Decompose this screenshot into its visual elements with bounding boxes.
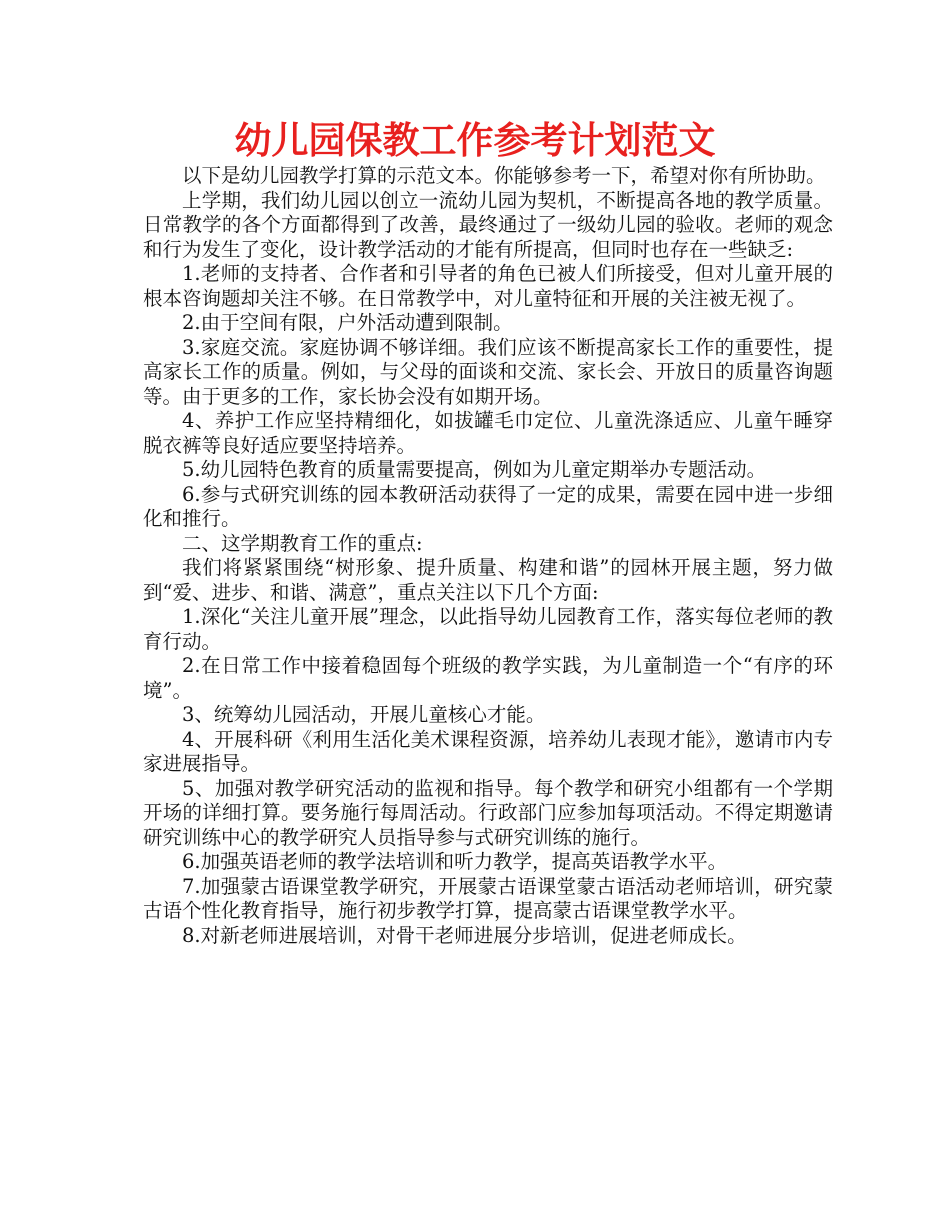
document-title: 幼儿园保教工作参考计划范文 bbox=[234, 119, 716, 162]
paragraph-focus-3: 3、统筹幼儿园活动，开展儿童核心才能。 bbox=[182, 703, 546, 726]
document-body bbox=[143, 164, 833, 948]
paragraph-focus-4: 4、开展科研《利用生活化美术课程资源，培养幼儿表现才能》，邀请市内专家进展指导。 bbox=[143, 727, 833, 775]
paragraph-focus-1: 1.深化“关注儿童开展”理念，以此指导幼儿园教育工作，落实每位老师的教育行动。 bbox=[143, 605, 833, 653]
paragraph-last-term-summary: 上学期，我们幼儿园以创立一流幼儿园为契机，不断提高各地的教学质量。日常教学的各个方面都得到了改善，最终通过了一级幼儿园的验收。老师的观念和行为发生了变化，设计教学活动的才能有所提高，但同时也存在一些缺乏: bbox=[143, 188, 833, 261]
paragraph-issue-4: 4、养护工作应坚持精细化，如拔罐毛巾定位、儿童洗涤适应、儿童午睡穿脱衣裤等良好适应要坚持培养。 bbox=[143, 409, 833, 457]
paragraph-intro: 以下是幼儿园教学打算的示范文本。你能够参考一下，希望对你有所协助。 bbox=[182, 164, 826, 187]
paragraph-issue-3: 3.家庭交流。家庭协调不够详细。我们应该不断提高家长工作的重要性，提高家长工作的质量。例如，与父母的面谈和交流、家长会、开放日的质量咨询题等。由于更多的工作，家长协会没有如期开场。 bbox=[143, 335, 833, 408]
paragraph-focus-8: 8.对新老师进展培训，对骨干老师进展分步培训，促进老师成长。 bbox=[182, 923, 747, 947]
paragraph-focus-6: 6.加强英语老师的教学法培训和听力教学，提高英语教学水平。 bbox=[182, 850, 728, 873]
paragraph-focus-5: 5、加强对教学研究活动的监视和指导。每个教学和研究小组都有一个学期开场的详细打算。要务施行每周活动。行政部门应参加每项活动。不得定期邀请研究训练中心的教学研究人员指导参与式研究训练的施行。 bbox=[143, 776, 833, 849]
paragraph-issue-5: 5.幼儿园特色教育的质量需要提高，例如为儿童定期举办专题活动。 bbox=[182, 458, 767, 481]
paragraph-focus-intro: 我们将紧紧围绕“树形象、提升质量、构建和谐”的园林开展主题，努力做到“爱、进步、和谐、满意”，重点关注以下几个方面: bbox=[143, 556, 833, 604]
paragraph-focus-7: 7.加强蒙古语课堂教学研究，开展蒙古语课堂蒙古语活动老师培训，研究蒙古语个性化教育指导，施行初步教学打算，提高蒙古语课堂教学水平。 bbox=[143, 874, 833, 922]
paragraph-issue-2: 2.由于空间有限，户外活动遭到限制。 bbox=[182, 311, 513, 334]
paragraph-focus-2: 2.在日常工作中接着稳固每个班级的教学实践，为儿童制造一个“有序的环境”。 bbox=[143, 654, 833, 702]
paragraph-issue-1: 1.老师的支持者、合作者和引导者的角色已被人们所接受，但对儿童开展的根本咨询题却关注不够。在日常教学中，对儿童特征和开展的关注被无视了。 bbox=[143, 262, 833, 310]
paragraph-issue-6: 6.参与式研究训练的园本教研活动获得了一定的成果，需要在园中进一步细化和推行。 bbox=[143, 482, 833, 530]
section-heading-focus: 二、这学期教育工作的重点: bbox=[182, 531, 423, 555]
